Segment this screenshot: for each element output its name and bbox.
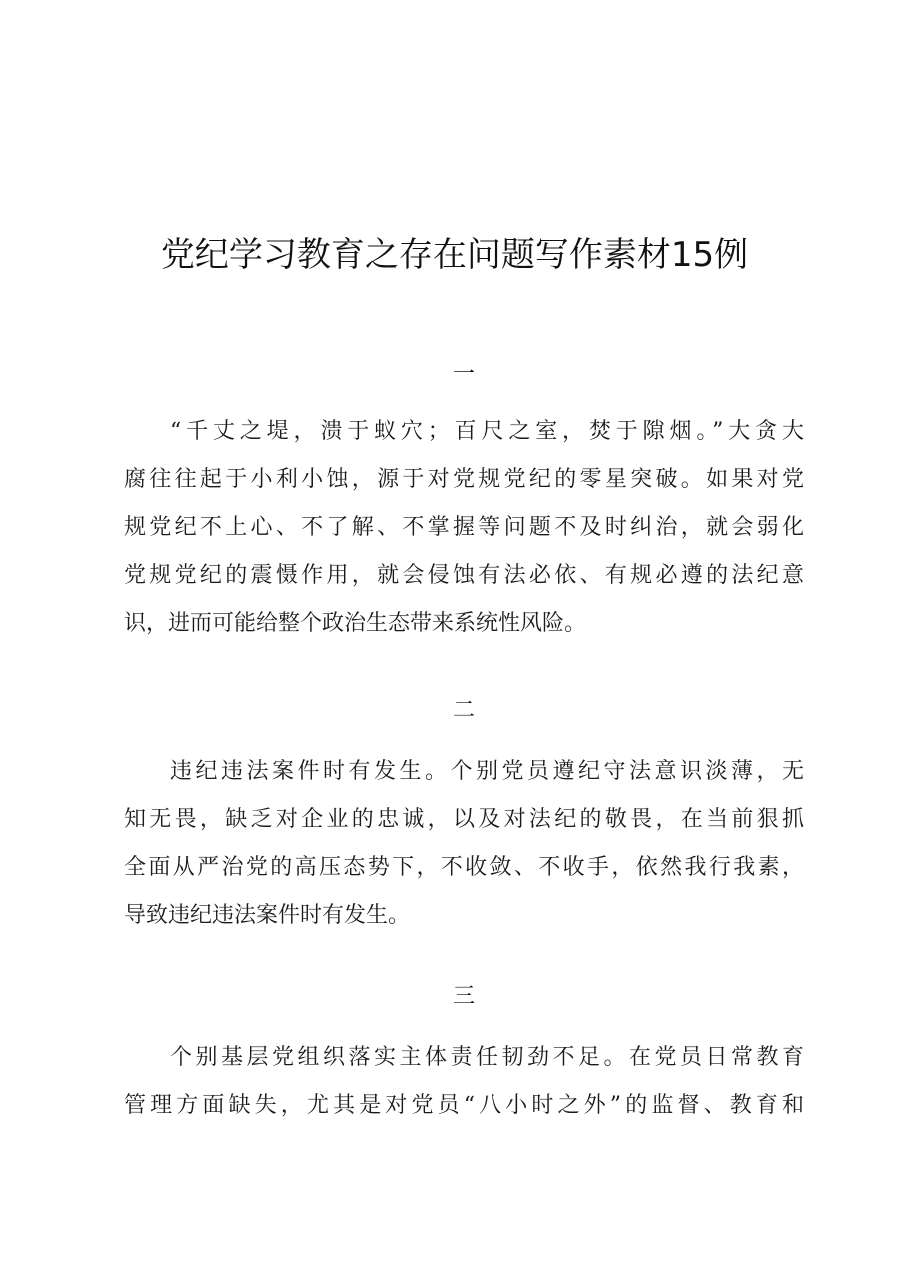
paragraph-line: 个别基层党组织落实主体责任韧劲不足。在党员日常教育 bbox=[170, 1045, 804, 1070]
section-paragraph bbox=[124, 408, 804, 648]
section-numeral: 二 bbox=[452, 698, 475, 723]
paragraph-line: “千丈之堤，溃于蚁穴；百尺之室，焚于隙烟。”大贪大 bbox=[170, 419, 804, 444]
paragraph-line: 规党纪不上心、不了解、不掌握等问题不及时纠治，就会弱化 bbox=[124, 515, 804, 540]
section-numeral: 一 bbox=[452, 362, 475, 387]
paragraph-line: 全面从严治党的高压态势下，不收敛、不收手，依然我行我素， bbox=[124, 855, 804, 880]
paragraph-line: 腐往往起于小利小蚀，源于对党规党纪的零星突破。如果对党 bbox=[124, 467, 804, 492]
document-title: 党纪学习教育之存在问题写作素材15例 bbox=[160, 235, 749, 275]
section-paragraph bbox=[124, 1034, 804, 1130]
paragraph-line: 识，进而可能给整个政治生态带来系统性风险。 bbox=[124, 611, 587, 636]
section-paragraph bbox=[124, 748, 804, 940]
paragraph-line: 党规党纪的震慑作用，就会侵蚀有法必依、有规必遵的法纪意 bbox=[124, 563, 804, 588]
section-numeral: 三 bbox=[452, 984, 475, 1009]
section-1 bbox=[124, 360, 804, 648]
section-2 bbox=[124, 696, 804, 940]
paragraph-line: 导致违纪违法案件时有发生。 bbox=[124, 903, 411, 928]
section-3 bbox=[124, 982, 804, 1130]
paragraph-line: 违纪违法案件时有发生。个别党员遵纪守法意识淡薄，无 bbox=[170, 759, 804, 784]
paragraph-line: 知无畏，缺乏对企业的忠诚，以及对法纪的敬畏，在当前狠抓 bbox=[124, 807, 804, 832]
paragraph-line: 管理方面缺失，尤其是对党员“八小时之外”的监督、教育和 bbox=[124, 1093, 804, 1118]
